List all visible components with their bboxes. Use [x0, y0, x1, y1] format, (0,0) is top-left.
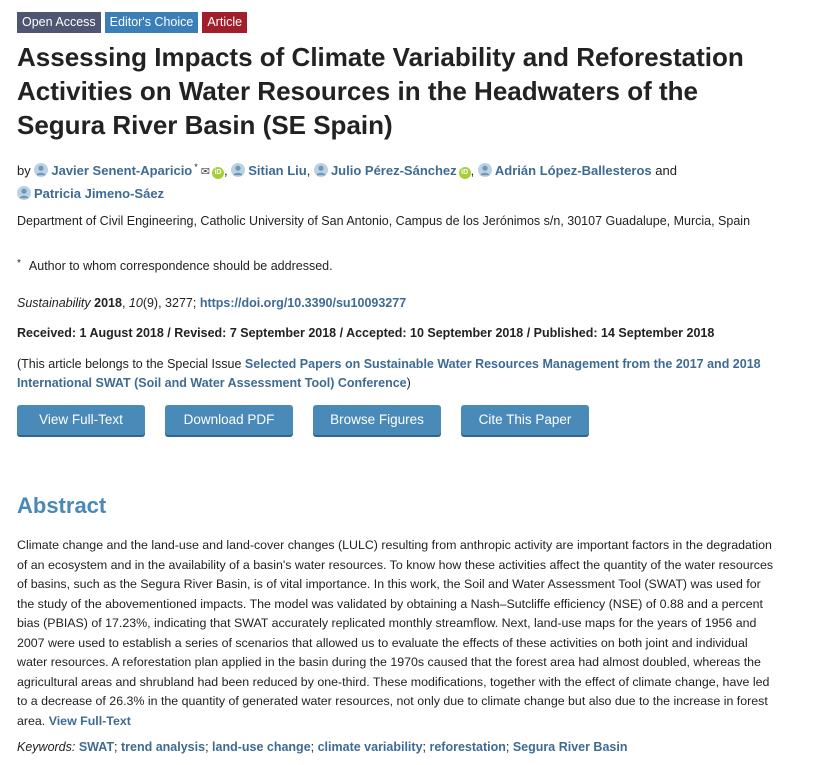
author-item[interactable]	[478, 163, 652, 178]
corresponding-mark: *	[194, 162, 198, 172]
author-avatar-icon	[231, 163, 245, 177]
special-issue-link[interactable]: Selected Papers on Sustainable Water Resources Management from the 2017 and 2018 International SWAT (Soil and Water Assessment Tool) Conference	[17, 357, 761, 390]
special-issue-note	[17, 355, 777, 393]
editors-choice-badge[interactable]: Editor's Choice	[105, 12, 199, 33]
affiliation: Department of Civil Engineering, Catholic University of San Antonio, Campus de los Jerónimos s/n, 30107 Guadalupe, Murcia, Spain	[17, 214, 751, 228]
abstract-full-text-link[interactable]: View Full-Text	[48, 713, 131, 728]
citation-volume: 10	[128, 296, 143, 310]
author-list: by Javier Senent-Aparicio * ✉ iD , Sitian Liu, Julio Pérez-Sánchez iD , Adrián López-Ballesteros and Patricia Jimeno-Sáez	[17, 162, 677, 201]
orcid-icon[interactable]: iD	[212, 167, 224, 179]
by-label: by	[17, 163, 31, 178]
email-icon[interactable]: ✉	[200, 166, 210, 178]
badge-row	[17, 12, 247, 33]
keyword-link[interactable]: climate variability	[317, 740, 423, 754]
keywords-row: Keywords: SWAT; trend analysis; land-use change; climate variability; reforestation; Segura River Basin	[17, 740, 628, 754]
author-item[interactable]	[231, 163, 307, 178]
author-name[interactable]: Patricia Jimeno-Sáez	[34, 186, 165, 201]
author-avatar-icon	[17, 186, 31, 200]
special-issue-prefix: (This article belongs to the Special Issue	[17, 357, 245, 371]
author-item[interactable]	[17, 186, 164, 201]
citation-line: Sustainability 2018, 10(9), 3277; https://doi.org/10.3390/su10093277	[17, 296, 407, 310]
correspondence-mark: *	[17, 258, 21, 269]
abstract-heading: Abstract	[17, 493, 107, 518]
author-name[interactable]: Adrián López-Ballesteros	[494, 163, 652, 178]
action-buttons	[17, 405, 589, 435]
abstract-text: Climate change and the land-use and land-cover changes (LULC) resulting from anthropic activity are important factors in the degradation of an ecosystem and in the availability of a basin's water resources. To know how these activities affect the quantity of the water resources of basins, such as the Segura River Basin, is of vital importance. In this work, the Soil and Water Assessment Tool (SWAT) was used for the study of the abovementioned impacts. The model was validated by obtaining a Nash–Sutcliffe efficiency (NSE) of 0.88 and a percent bias (PBIAS) of 17.23%, indicating that SWAT accurately replicated monthly streamflow. Next, land-use maps for the years of 1956 and 2007 were used to establish a series of scenarios that allowed us to evaluate the effects of these activities on both joint and individual water resources. A reforestation plan applied in the basin during the 1970s caused that the forest area had almost doubled, whereas the agricultural areas and shrubland had been reduced by one-third. These modifications, together with the effect of climate change, have led to a decrease of 26.3% in the quantity of generated water resources, not only due to climate change but also due to the increase in forest area.	[17, 538, 774, 728]
journal-name: Sustainability	[17, 296, 91, 310]
keyword-link[interactable]: Segura River Basin	[512, 740, 628, 754]
abstract-body	[17, 536, 777, 731]
publication-dates: Received: 1 August 2018 / Revised: 7 September 2018 / Accepted: 10 September 2018 / Published: 14 September 2018	[17, 326, 715, 340]
download-pdf-button[interactable]: Download PDF	[165, 405, 293, 435]
browse-figures-button[interactable]: Browse Figures	[313, 405, 441, 435]
keyword-link[interactable]: SWAT	[78, 740, 115, 754]
and-label: and	[655, 163, 677, 178]
special-issue-suffix: )	[406, 376, 411, 390]
author-item[interactable]	[34, 163, 224, 178]
author-name[interactable]: Julio Pérez-Sánchez	[330, 163, 457, 178]
citation-year: 2018	[94, 296, 122, 310]
correspondence-note	[17, 254, 333, 276]
cite-paper-button[interactable]: Cite This Paper	[461, 405, 589, 435]
keyword-link[interactable]: land-use change	[212, 740, 311, 754]
keyword-link[interactable]: trend analysis	[120, 740, 206, 754]
author-avatar-icon	[478, 163, 492, 177]
author-name[interactable]: Sitian Liu	[248, 163, 307, 178]
author-item[interactable]	[314, 163, 471, 178]
keyword-link[interactable]: reforestation	[429, 740, 506, 754]
author-avatar-icon	[314, 163, 328, 177]
citation-issue: (9)	[142, 296, 159, 310]
correspondence-text: Author to whom correspondence should be addressed.	[28, 259, 333, 273]
keywords-label: Keywords:	[17, 740, 76, 754]
view-full-text-button[interactable]: View Full-Text	[17, 405, 145, 435]
article-type-badge: Article	[202, 12, 247, 33]
author-avatar-icon	[34, 163, 48, 177]
article-title: Assessing Impacts of Climate Variability and Reforestation Activities on Water Resources in the Headwaters of the Segura River Basin (SE Spain)	[17, 42, 744, 140]
open-access-badge[interactable]: Open Access	[17, 12, 101, 33]
doi-link[interactable]: https://doi.org/10.3390/su10093277	[199, 296, 407, 310]
orcid-icon[interactable]: iD	[459, 167, 471, 179]
author-name[interactable]: Javier Senent-Aparicio	[51, 163, 193, 178]
citation-article-number: 3277	[165, 296, 193, 310]
